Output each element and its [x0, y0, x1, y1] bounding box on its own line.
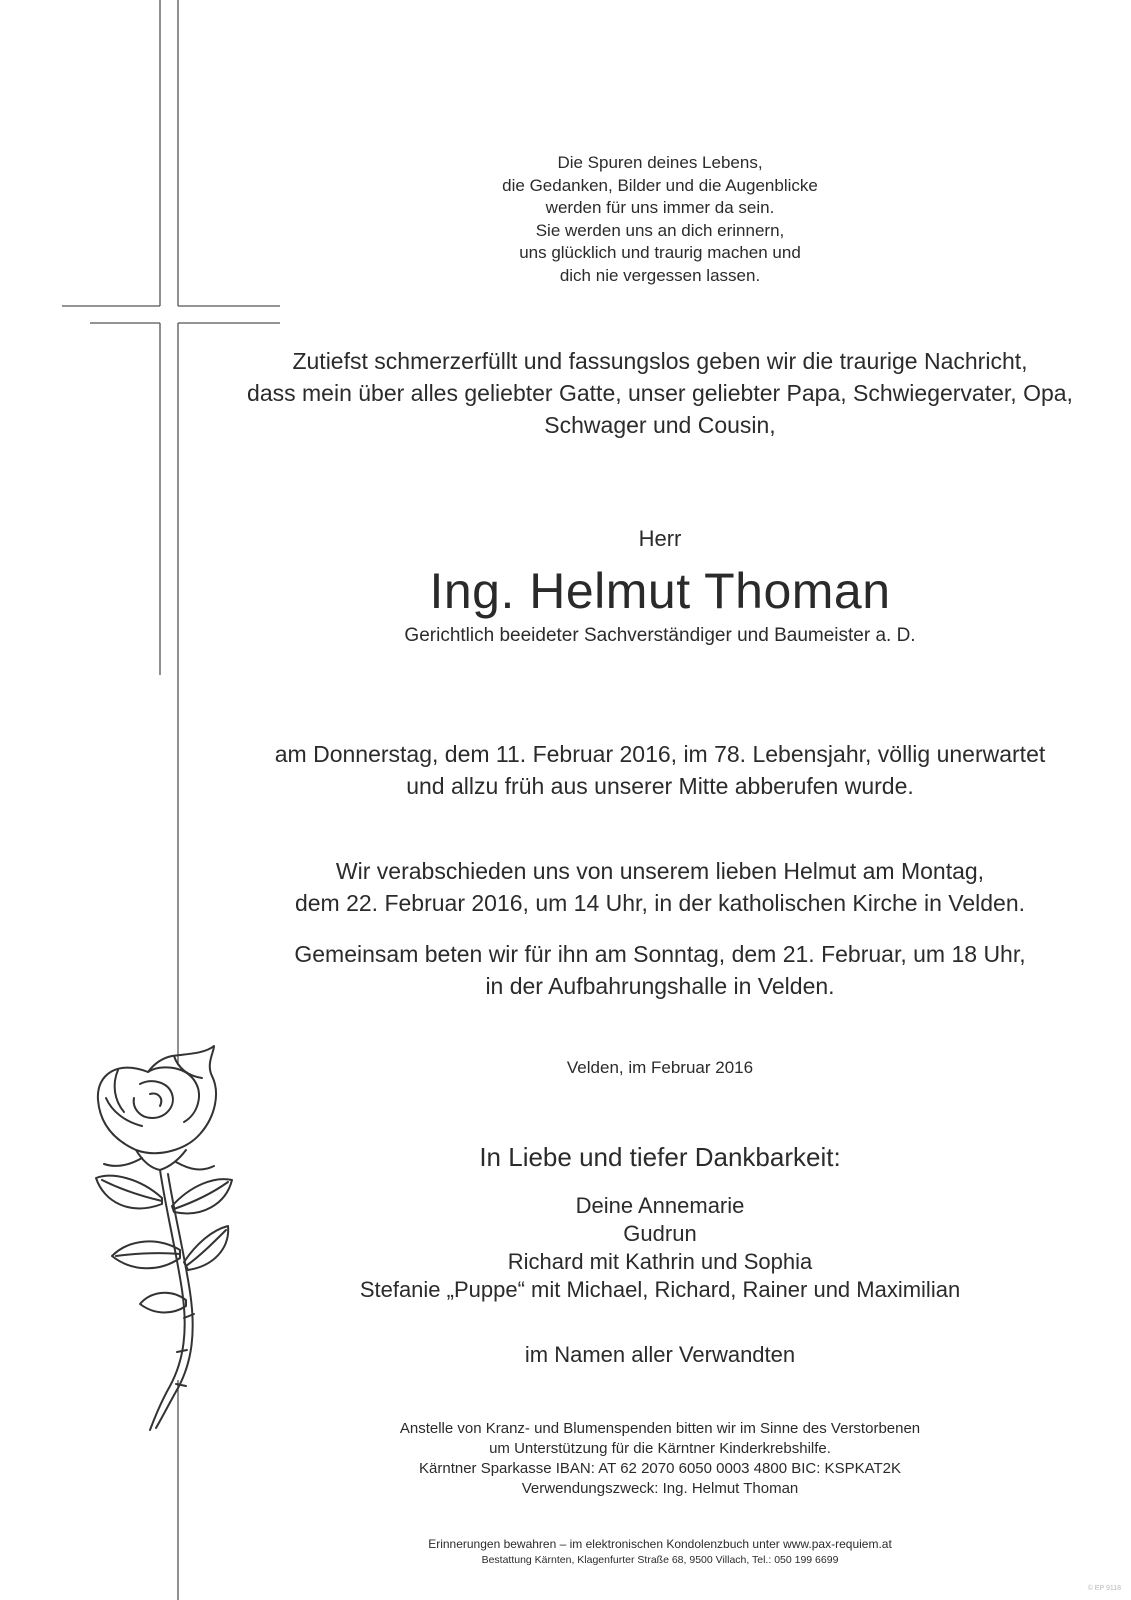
mourner: Gudrun [623, 1221, 697, 1246]
deceased-name: Ing. Helmut Thoman [429, 563, 891, 619]
poem-line: dich nie vergessen lassen. [559, 265, 761, 285]
mourners-list [200, 1192, 1120, 1304]
print-code: © EP 9118 [1087, 1585, 1121, 1592]
announcement [200, 345, 1120, 441]
death-notice-line: und allzu früh aus unserer Mitte abberufen wurde. [406, 773, 914, 799]
death-notice-line: am Donnerstag, dem 11. Februar 2016, im 78. Lebensjahr, völlig unerwartet [274, 741, 1046, 767]
donation-line: Kärntner Sparkasse IBAN: AT 62 2070 6050 0003 4800 BIC: KSPKAT2K [419, 1460, 901, 1477]
farewell-service [200, 855, 1120, 919]
prayer-service [200, 938, 1120, 1002]
death-notice [200, 738, 1120, 802]
donation-line: um Unterstützung für die Kärntner Kinderkrebshilfe. [489, 1440, 831, 1457]
mourner: Stefanie „Puppe“ mit Michael, Richard, Rainer und Maximilian [359, 1277, 961, 1302]
poem-line: uns glücklich und traurig machen und [519, 243, 801, 262]
mourner: Richard mit Kathrin und Sophia [507, 1249, 813, 1274]
prayer-line: Gemeinsam beten wir für ihn am Sonntag, dem 21. Februar, um 18 Uhr, [294, 941, 1026, 967]
dateline: Velden, im Februar 2016 [566, 1058, 754, 1077]
donation-line: Anstelle von Kranz- und Blumenspenden bitten wir im Sinne des Verstorbenen [399, 1420, 921, 1437]
donation-line: Verwendungszweck: Ing. Helmut Thoman [521, 1480, 799, 1497]
announcement-line: Zutiefst schmerzerfüllt und fassungslos geben wir die traurige Nachricht, [292, 348, 1028, 374]
thanks-heading: In Liebe und tiefer Dankbarkeit: [479, 1142, 841, 1172]
undertaker-footer: Bestattung Kärnten, Klagenfurter Straße 68, 9500 Villach, Tel.: 050 199 6699 [481, 1554, 839, 1566]
farewell-line: Wir verabschieden uns von unserem lieben Helmut am Montag, [335, 858, 985, 884]
poem-line: Die Spuren deines Lebens, [557, 153, 763, 172]
announcement-line: Schwager und Cousin, [544, 412, 776, 438]
deceased-occupation: Gerichtlich beeideter Sachverständiger und Baumeister a. D. [404, 625, 916, 646]
relatives-line: im Namen aller Verwandten [524, 1342, 796, 1367]
mourner: Deine Annemarie [575, 1193, 745, 1218]
poem-line: werden für uns immer da sein. [545, 198, 775, 217]
announcement-line: dass mein über alles geliebter Gatte, unser geliebter Papa, Schwiegervater, Opa, [247, 380, 1073, 406]
farewell-line: dem 22. Februar 2016, um 14 Uhr, in der katholischen Kirche in Velden. [294, 890, 1026, 916]
poem-line: Sie werden uns an dich erinnern, [535, 220, 785, 240]
donation-note [200, 1419, 1120, 1499]
condolence-footer: Erinnerungen bewahren – im elektronischen Kondolenzbuch unter www.pax-requiem.at [428, 1537, 892, 1551]
salutation: Herr [638, 526, 682, 551]
prayer-line: in der Aufbahrungshalle in Velden. [485, 973, 835, 999]
poem [200, 152, 1120, 287]
poem-line: die Gedanken, Bilder und die Augenblicke [502, 175, 818, 195]
